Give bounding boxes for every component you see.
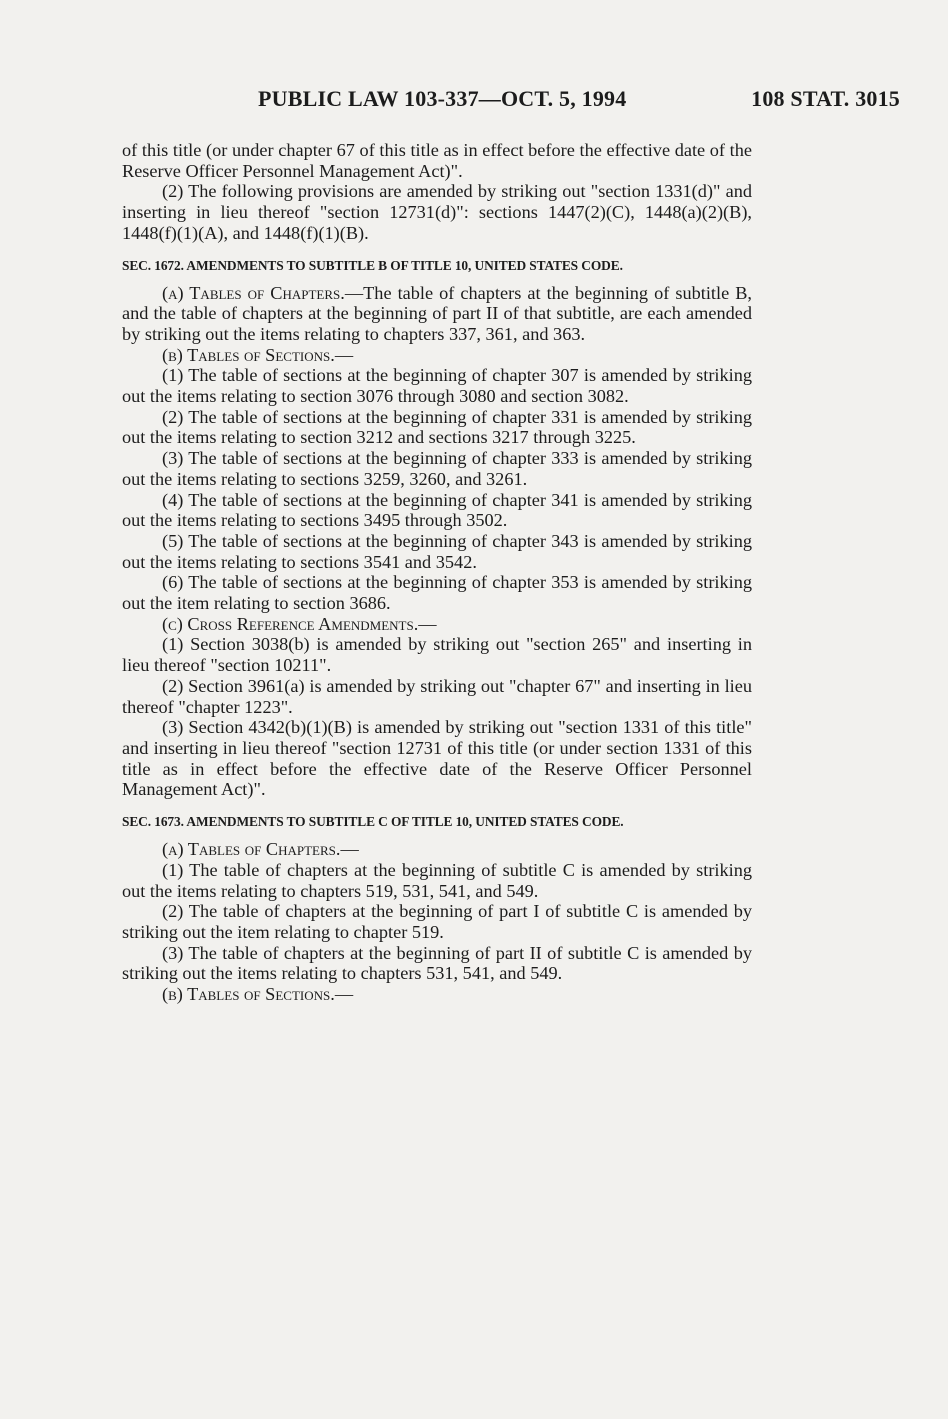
subsection-heading: (a) Tables of Chapters.	[162, 839, 341, 860]
heading-dash: —	[418, 613, 437, 634]
paragraph: (1) Section 3038(b) is amended by striking out "section 265" and inserting in lieu thereof "section 10211".	[122, 634, 752, 676]
page-reference: 108 STAT. 3015	[751, 86, 900, 111]
heading-dash: —	[340, 839, 359, 860]
paragraph-cross-reference	[122, 614, 752, 635]
paragraph-continuation: of this title (or under chapter 67 of this title as in effect before the effective date of the Reserve Officer Personnel Management Act)".	[122, 140, 752, 181]
paragraph-tables-of-sections	[122, 984, 752, 1005]
paragraph: (3) The table of chapters at the beginning of part II of subtitle C is amended by striking out the items relating to chapters 531, 541, and 549.	[122, 942, 752, 984]
paragraph: (2) Section 3961(a) is amended by striking out "chapter 67" and inserting in lieu thereof "chapter 1223".	[122, 675, 752, 717]
paragraph: (6) The table of sections at the beginning of chapter 353 is amended by striking out the item relating to section 3686.	[122, 572, 752, 614]
section-heading-1673: SEC. 1673. AMENDMENTS TO SUBTITLE C OF TITLE 10, UNITED STATES CODE.	[122, 814, 624, 830]
paragraph: (3) Section 4342(b)(1)(B) is amended by striking out "section 1331 of this title" and inserting in lieu thereof "section 12731 of this title (or under section 1331 of this title as in effect before the effective date of the Reserve Officer Personnel Management Act)".	[122, 717, 752, 800]
paragraph: (2) The following provisions are amended by striking out "section 1331(d)" and inserting in lieu thereof "section 12731(d)": sections 1447(2)(C), 1448(a)(2)(B), 1448(f)(1)(A), and 1448(f)(1)(B).	[122, 181, 752, 243]
paragraph: (2) The table of sections at the beginning of chapter 331 is amended by striking out the items relating to section 3212 and sections 3217 through 3225.	[122, 406, 752, 448]
subsection-heading: (b) Tables of Sections.	[162, 344, 335, 365]
heading-dash: —	[334, 344, 354, 365]
page-header	[258, 86, 900, 116]
subsection-heading: (c) Cross Reference Amendments.	[162, 613, 419, 634]
paragraph-tables-of-chapters	[122, 283, 752, 345]
section-heading-1672: SEC. 1672. AMENDMENTS TO SUBTITLE B OF TITLE 10, UNITED STATES CODE.	[122, 257, 623, 273]
paragraph: (1) The table of chapters at the beginning of subtitle C is amended by striking out the items relating to chapters 519, 531, 541, and 549.	[122, 859, 752, 901]
paragraph: (3) The table of sections at the beginning of chapter 333 is amended by striking out the items relating to sections 3259, 3260, and 3261.	[122, 448, 752, 489]
subsection-heading: (a) Tables of Chapters.	[162, 282, 345, 303]
paragraph-tables-of-chapters	[122, 839, 752, 860]
subsection-text: —The table of chapters at the beginning of subtitle B, and the table of chapters at the beginning of part II of that subtitle, are each amended by striking out the items relating to chapters 337, 361, and 363.	[122, 282, 753, 344]
paragraph: (1) The table of sections at the beginning of chapter 307 is amended by striking out the items relating to section 3076 through 3080 and section 3082.	[122, 365, 752, 407]
document-body	[122, 140, 752, 1005]
paragraph: (2) The table of chapters at the beginning of part I of subtitle C is amended by striking out the item relating to chapter 519.	[122, 901, 752, 942]
subsection-heading: (b) Tables of Sections.	[162, 984, 335, 1005]
running-title: PUBLIC LAW 103-337—OCT. 5, 1994	[258, 86, 627, 111]
paragraph-tables-of-sections	[122, 345, 752, 366]
paragraph: (4) The table of sections at the beginning of chapter 341 is amended by striking out the items relating to sections 3495 through 3502.	[122, 489, 752, 531]
paragraph: (5) The table of sections at the beginning of chapter 343 is amended by striking out the items relating to sections 3541 and 3542.	[122, 530, 752, 572]
heading-dash: —	[334, 984, 354, 1005]
